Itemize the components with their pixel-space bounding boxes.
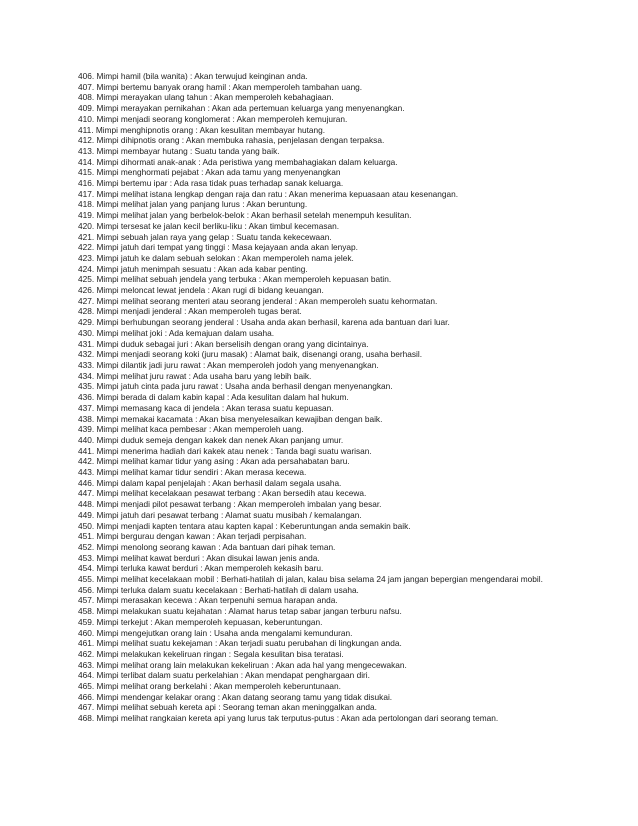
list-item: 419. Mimpi melihat jalan yang berbelok-belok : Akan berhasil setelah menempuh kesulitan. bbox=[78, 210, 412, 221]
list-item: 467. Mimpi melihat sebuah kereta api : Seorang teman akan meninggalkan anda. bbox=[78, 702, 377, 713]
list-item: 439. Mimpi melihat kaca pembesar : Akan memperoleh uang. bbox=[78, 424, 304, 435]
list-item: 457. Mimpi merasakan kecewa : Akan terpenuhi semua harapan anda. bbox=[78, 595, 338, 606]
list-item: 411. Mimpi menghipnotis orang : Akan kesulitan membayar hutang. bbox=[78, 124, 326, 135]
list-item: 466. Mimpi mendengar kelakar orang : Akan datang seorang tamu yang tidak disukai. bbox=[78, 691, 393, 702]
list-item: 451. Mimpi bergurau dengan kawan : Akan terjadi perpisahan. bbox=[78, 531, 307, 542]
list-item: 420. Mimpi tersesat ke jalan kecil berliku-liku : Akan timbul kecemasan. bbox=[78, 220, 340, 231]
list-item: 416. Mimpi bertemu ipar : Ada rasa tidak puas terhadap sanak keluarga. bbox=[78, 178, 344, 189]
list-item: 408. Mimpi merayakan ulang tahun : Akan memperoleh kebahagiaan. bbox=[78, 92, 334, 103]
list-item: 406. Mimpi hamil (bila wanita) : Akan terwujud keinginan anda. bbox=[78, 71, 308, 81]
list-item: 446. Mimpi dalam kapal penjelajah : Akan berhasil dalam segala usaha. bbox=[78, 477, 342, 488]
list-item: 436. Mimpi berada di dalam kabin kapal : Ada kesulitan dalam hal hukum. bbox=[78, 392, 349, 403]
list-item: 434. Mimpi melihat juru rawat : Ada usaha baru yang lebih baik. bbox=[78, 370, 312, 381]
list-item: 438. Mimpi memakai kacamata : Akan bisa menyelesaikan kewajiban dengan baik. bbox=[78, 413, 383, 424]
list-item: 459. Mimpi terkejut : Akan memperoleh kepuasan, keberuntungan. bbox=[78, 616, 323, 627]
list-item: 433. Mimpi dilantik jadi juru rawat : Akan memperoleh jodoh yang menyenangkan. bbox=[78, 359, 379, 370]
list-item: 455. Mimpi melihat kecelakaan mobil : Berhati-hatilah di jalan, kalau bisa selama 24 jam jangan bepergian mengendarai mobil. bbox=[78, 574, 543, 585]
list-item: 460. Mimpi mengejutkan orang lain : Usaha anda mengalami kemunduran. bbox=[78, 627, 353, 638]
list-item: 464. Mimpi terlibat dalam suatu perkelahian : Akan mendapat penghargaan diri. bbox=[78, 670, 370, 681]
list-item: 413. Mimpi membayar hutang : Suatu tanda yang baik. bbox=[78, 145, 280, 156]
list-item: 407. Mimpi bertemu banyak orang hamil : Akan memperoleh tambahan uang. bbox=[78, 81, 363, 92]
list-item: 462. Mimpi melakukan kekeliruan ringan : Segala kesulitan bisa teratasi. bbox=[78, 648, 344, 659]
list-item: 450. Mimpi menjadi kapten tentara atau kapten kapal : Keberuntungan anda semakin baik. bbox=[78, 520, 411, 531]
dream-interpretation-list bbox=[78, 71, 568, 724]
list-item: 427. Mimpi melihat seorang menteri atau seorang jenderal : Akan memperoleh suatu kehormatan. bbox=[78, 295, 438, 306]
list-item: 418. Mimpi melihat jalan yang panjang lurus : Akan beruntung. bbox=[78, 199, 308, 210]
list-item: 448. Mimpi menjadi pilot pesawat terbang : Akan memperoleh imbalan yang besar. bbox=[78, 499, 382, 510]
list-item: 463. Mimpi melihat orang lain melakukan kekeliruan : Akan ada hal yang mengecewakan. bbox=[78, 659, 407, 670]
list-item: 423. Mimpi jatuh ke dalam sebuah selokan : Akan memperoleh nama jelek. bbox=[78, 252, 354, 263]
list-item: 449. Mimpi jatuh dari pesawat terbang : Alamat suatu musibah / kemalangan. bbox=[78, 509, 362, 520]
list-item: 453. Mimpi melihat kawat berduri : Akan disukai lawan jenis anda. bbox=[78, 552, 320, 563]
list-item: 425. Mimpi melihat sebuah jendela yang terbuka : Akan memperoleh kepuasan batin. bbox=[78, 274, 392, 285]
list-item: 461. Mimpi melihat suatu kekejaman : Akan terjadi suatu perubahan di lingkungan anda. bbox=[78, 638, 402, 649]
list-item: 409. Mimpi merayakan pernikahan : Akan ada pertemuan keluarga yang menyenangkan. bbox=[78, 103, 405, 114]
list-item: 428. Mimpi menjadi jenderal : Akan memperoleh tugas berat. bbox=[78, 306, 302, 317]
list-item: 426. Mimpi meloncat lewat jendela : Akan rugi di bidang keuangan. bbox=[78, 285, 324, 296]
list-item: 440. Mimpi duduk semeja dengan kakek dan nenek Akan panjang umur. bbox=[78, 434, 344, 445]
list-item: 437. Mimpi memasang kaca di jendela : Akan terasa suatu kepuasan. bbox=[78, 402, 334, 413]
list-item: 458. Mimpi melakukan suatu kejahatan : Alamat harus tetap sabar jangan terburu nafsu. bbox=[78, 606, 402, 617]
list-item: 415. Mimpi menghormati pejabat : Akan ada tamu yang menyenangkan bbox=[78, 167, 341, 178]
list-item: 414. Mimpi dihormati anak-anak : Ada peristiwa yang membahagiakan dalam keluarga. bbox=[78, 156, 398, 167]
list-item: 412. Mimpi dihipnotis orang : Akan membuka rahasia, penjelasan dengan terpaksa. bbox=[78, 135, 385, 146]
list-item: 468. Mimpi melihat rangkaian kereta api yang lurus tak terputus-putus : Akan ada pertolongan dari seorang teman. bbox=[78, 713, 499, 724]
list-item: 429. Mimpi berhubungan seorang jenderal : Usaha anda akan berhasil, karena ada bantuan dari luar. bbox=[78, 317, 450, 328]
list-item: 454. Mimpi terluka kawat berduri : Akan memperoleh kekasih baru. bbox=[78, 563, 324, 574]
list-item: 452. Mimpi menolong seorang kawan : Ada bantuan dari pihak teman. bbox=[78, 541, 336, 552]
list-item: 421. Mimpi sebuah jalan raya yang gelap : Suatu tanda kekecewaan. bbox=[78, 231, 332, 242]
list-item: 442. Mimpi melihat kamar tidur yang asing : Akan ada persahabatan baru. bbox=[78, 456, 350, 467]
list-item: 424. Mimpi jatuh menimpah sesuatu : Akan ada kabar penting. bbox=[78, 263, 308, 274]
list-item: 417. Mimpi melihat istana lengkap dengan raja dan ratu : Akan menerima kepuasaan atau kesenangan. bbox=[78, 188, 459, 199]
list-item: 432. Mimpi menjadi seorang koki (juru masak) : Alamat baik, disenangi orang, usaha berhasil. bbox=[78, 349, 423, 360]
list-item: 431. Mimpi duduk sebagai juri : Akan berselisih dengan orang yang dicintainya. bbox=[78, 338, 369, 349]
list-item: 447. Mimpi melihat kecelakaan pesawat terbang : Akan bersedih atau kecewa. bbox=[78, 488, 367, 499]
list-item: 443. Mimpi melihat kamar tidur sendiri : Akan merasa kecewa. bbox=[78, 467, 307, 478]
list-item: 410. Mimpi menjadi seorang konglomerat : Akan memperoleh kemujuran. bbox=[78, 113, 348, 124]
list-item: 430. Mimpi melihat joki : Ada kemajuan dalam usaha. bbox=[78, 327, 275, 338]
list-item: 435. Mimpi jatuh cinta pada juru rawat : Usaha anda berhasil dengan menyenangkan. bbox=[78, 381, 393, 392]
list-item: 441. Mimpi menerima hadiah dari kakek atau nenek : Tanda bagi suatu warisan. bbox=[78, 445, 372, 456]
list-item: 422. Mimpi jatuh dari tempat yang tinggi : Masa kejayaan anda akan lenyap. bbox=[78, 242, 358, 253]
list-item: 456. Mimpi terluka dalam suatu kecelakaan : Berhati-hatilah di dalam usaha. bbox=[78, 584, 359, 595]
list-item: 465. Mimpi melihat orang berkelahi : Akan memperoleh keberuntunaan. bbox=[78, 681, 341, 692]
